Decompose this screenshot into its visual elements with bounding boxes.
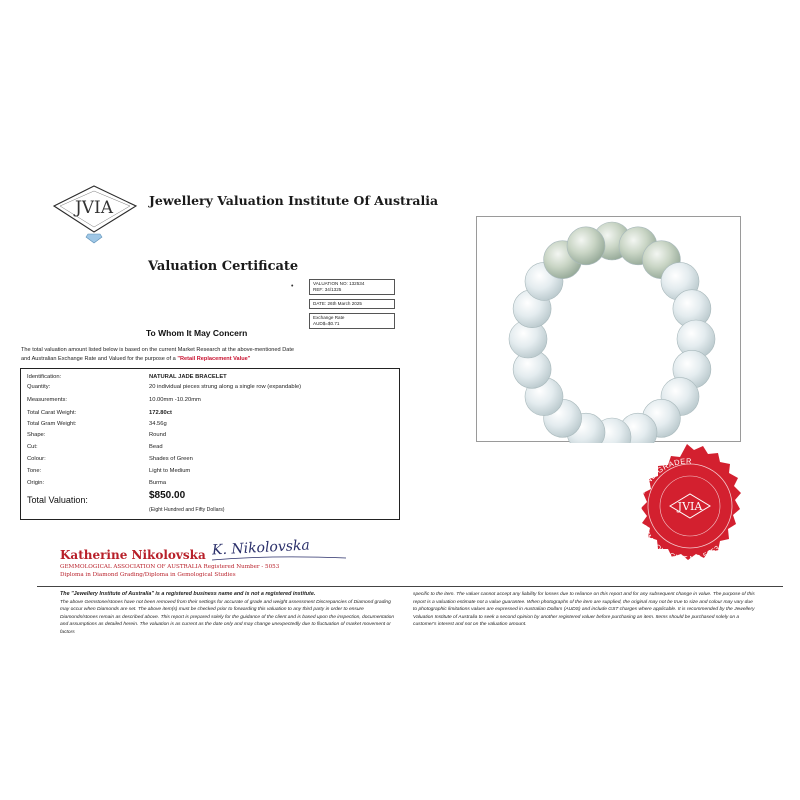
jade-bead	[567, 227, 605, 265]
concern-heading: To Whom It May Concern	[146, 328, 248, 338]
meta-boxes	[309, 279, 395, 333]
date-box	[309, 299, 395, 309]
retail-replacement-value: "Retail Replacement Value"	[177, 356, 251, 362]
bracelet-photo	[476, 216, 741, 442]
handwritten-signature: K. Nikolovska	[211, 537, 311, 559]
diamond-icon	[86, 234, 102, 243]
exchange-rate-label: Exchange Rate	[313, 315, 345, 320]
detail-label: Total Gram Weight:	[27, 421, 77, 427]
disclaimer-left	[60, 591, 400, 637]
detail-label: Quantity:	[27, 384, 51, 390]
detail-value: Light to Medium	[149, 468, 191, 474]
detail-value: Round	[149, 432, 167, 438]
detail-label: Cut:	[27, 444, 38, 450]
detail-label: Total Carat Weight:	[27, 410, 77, 416]
detail-label: Identification:	[27, 374, 62, 380]
jvia-logo	[50, 182, 140, 244]
exchange-rate-value: AUD$=$0.71	[313, 321, 340, 326]
org-name: Jewellery Valuation Institute Of Australia	[149, 193, 439, 208]
exchange-rate-box	[309, 313, 395, 329]
total-valuation-label: Total Valuation:	[27, 495, 88, 505]
valuation-number-box	[309, 279, 395, 295]
diploma-line: Diploma in Diamond Grading/Diploma in Gemological Studies	[60, 572, 236, 578]
disclaimer-right: specific to the item. The valuer cannot accept any liability for losses due to reliance on this report and for any subsequent change in value. The purpose of this report is a valuation estimate not a value guarantee. When photographs of the item are supplied, the original may not be true to size and colour may vary due to photographic limitations values are expressed in Australian Dollars (AUDS) and include GST charges where applicable. It is recommended by the Jewellery Valuation Institute of Australia to seek a second opinion by another registered valuer before purchasing an item. Items should be purchased solely on a customer's interest and not on the valuation amount.	[413, 592, 755, 628]
certificate-title: Valuation Certificate	[148, 259, 299, 274]
seal-top-text: DIAMOND GRADER	[634, 456, 693, 511]
gemmological-registration: GEMMOLOGICAL ASSOCIATION OF AUSTRALIA Registered Number - 5053	[60, 564, 280, 570]
footer-divider	[37, 586, 783, 587]
diamond-grader-seal	[612, 436, 762, 586]
intro-line-2-text: and Australian Exchange Rate and Valued for the purpose of a	[21, 356, 176, 362]
logo-text: JVIA	[74, 198, 114, 218]
seal-bottom-text: GEMMOLOGIST NO.5053	[639, 523, 722, 564]
detail-value: 20 individual pieces strung along a single row (expandable)	[149, 384, 302, 390]
detail-value: NATURAL JADE BRACELET	[149, 374, 227, 380]
disclaimer-bold: The "Jewellery Institute of Australia" is a registered business name and is not a registered institute.	[60, 591, 316, 597]
detail-value: 172.80ct	[149, 410, 172, 416]
detail-value: Bead	[149, 444, 163, 450]
valuation-number: VALUATION NO: 132534	[313, 281, 365, 286]
valuation-date: DATE: 26th March 2025	[313, 301, 362, 306]
total-valuation-words: (Eight Hundred and Fifty Dollars)	[149, 507, 225, 513]
detail-label: Tone:	[27, 468, 42, 474]
detail-label: Shape:	[27, 432, 46, 438]
intro-line-2	[21, 355, 401, 364]
detail-label: Measurements:	[27, 397, 67, 403]
detail-value: Burma	[149, 480, 167, 486]
disclaimer-left-text: The above Gemstone/stones have not been removed from their settings for accurate of grade and weight assessment Discrepancies of Diamond grading may occur when Diamonds are set. The above item(s) must be checked prior to forwarding this valuation to any third party in order to ensure Diamonds/stones remain as described above. This report is prepared solely for the guidance of the client and is based upon the inspection, documentation and assumptions as detailed herein. The valuation is as current as the date only and may change unexpectedly due to fluctuation of market movement or factors	[60, 599, 395, 635]
signature-underline	[210, 553, 350, 563]
detail-value: 34.56g	[149, 421, 167, 427]
detail-label: Origin:	[27, 480, 45, 486]
total-valuation-value: $850.00	[149, 490, 186, 501]
detail-value: 10.00mm -10.20mm	[149, 397, 201, 403]
bullet-dot: •	[291, 283, 294, 290]
intro-line-1: The total valuation amount listed below is based on the current Market Research at the above-mentioned Date	[21, 347, 295, 353]
intro-text	[21, 346, 401, 364]
seal-center-text: JVIA	[677, 500, 703, 513]
jade-bracelet-image	[477, 217, 742, 443]
detail-label: Colour:	[27, 456, 46, 462]
valuer-name: Katherine Nikolovska	[60, 548, 206, 562]
detail-value: Shades of Green	[149, 456, 193, 462]
reference: REF: 34/1325	[313, 287, 342, 292]
details-table	[20, 368, 400, 520]
